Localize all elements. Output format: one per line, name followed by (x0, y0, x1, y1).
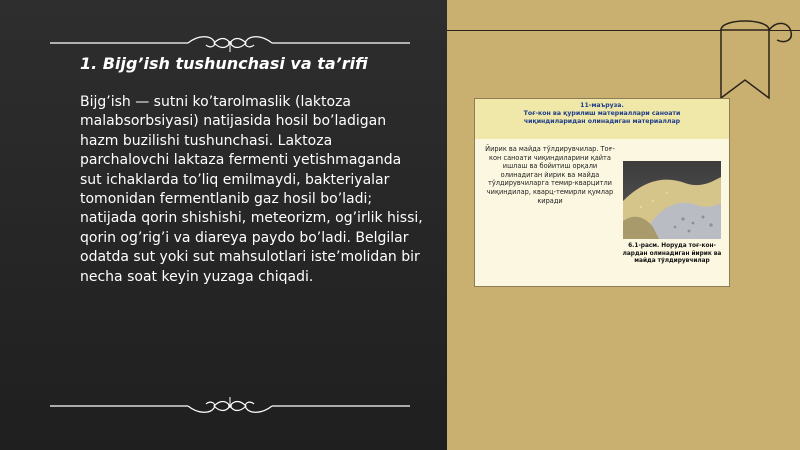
slide-title: 1. Bijg’ish tushunchasi va ta’rifi (80, 54, 368, 73)
image-body-text: Йирик ва майда тўлдирувчилар. Тоғ-кон саноати чиқиндиларини қайта ишлаш ва бойитиш орқали олинадиган йирик ва майда тўлдирувчиларга темир-кварцитли чиқиндилар, кварц-темирли қумлар киради (485, 145, 615, 205)
image-header-line: чиқиндиларидан олинадиган материаллар (523, 118, 681, 125)
flourish-divider-icon (50, 396, 410, 416)
embedded-slide-image (474, 98, 730, 287)
slide-body-text: Bijg’ish — sutni ko’tarolmaslik (laktoza malabsorbsiyasi) natijasida hosil bo’ladigan hazm buzilishi tushunchasi. Laktoza parchalovchi laktaza fermenti yetishmaganda sut ichaklarda to’liq emilmaydi, bakteriyalar tomonidan fermentlanib gaz hosil bo’ladi; natijada qorin shishishi, meteorizm, og’irlik hissi, qorin og’rig’i va diareya paydo bo’ladi. Belgilar odatda sut yoki sut mahsulotlari iste’molidan bir necha soat keyin yuzaga chiqadi. (80, 94, 423, 285)
image-header-line: Тоғ-кон ва қурилиш материаллари саноати (523, 110, 681, 117)
image-caption: 6.1-расм. Норуда тоғ-кон-лардан олинадиган йирик ва майда тўлдирувчилар (622, 243, 722, 265)
image-header (475, 99, 729, 139)
image-header-line: 11-маъруза. (580, 102, 624, 109)
ribbon-bookmark-icon (715, 14, 795, 102)
aggregate-photo (623, 161, 721, 239)
flourish-divider-icon (50, 33, 410, 53)
